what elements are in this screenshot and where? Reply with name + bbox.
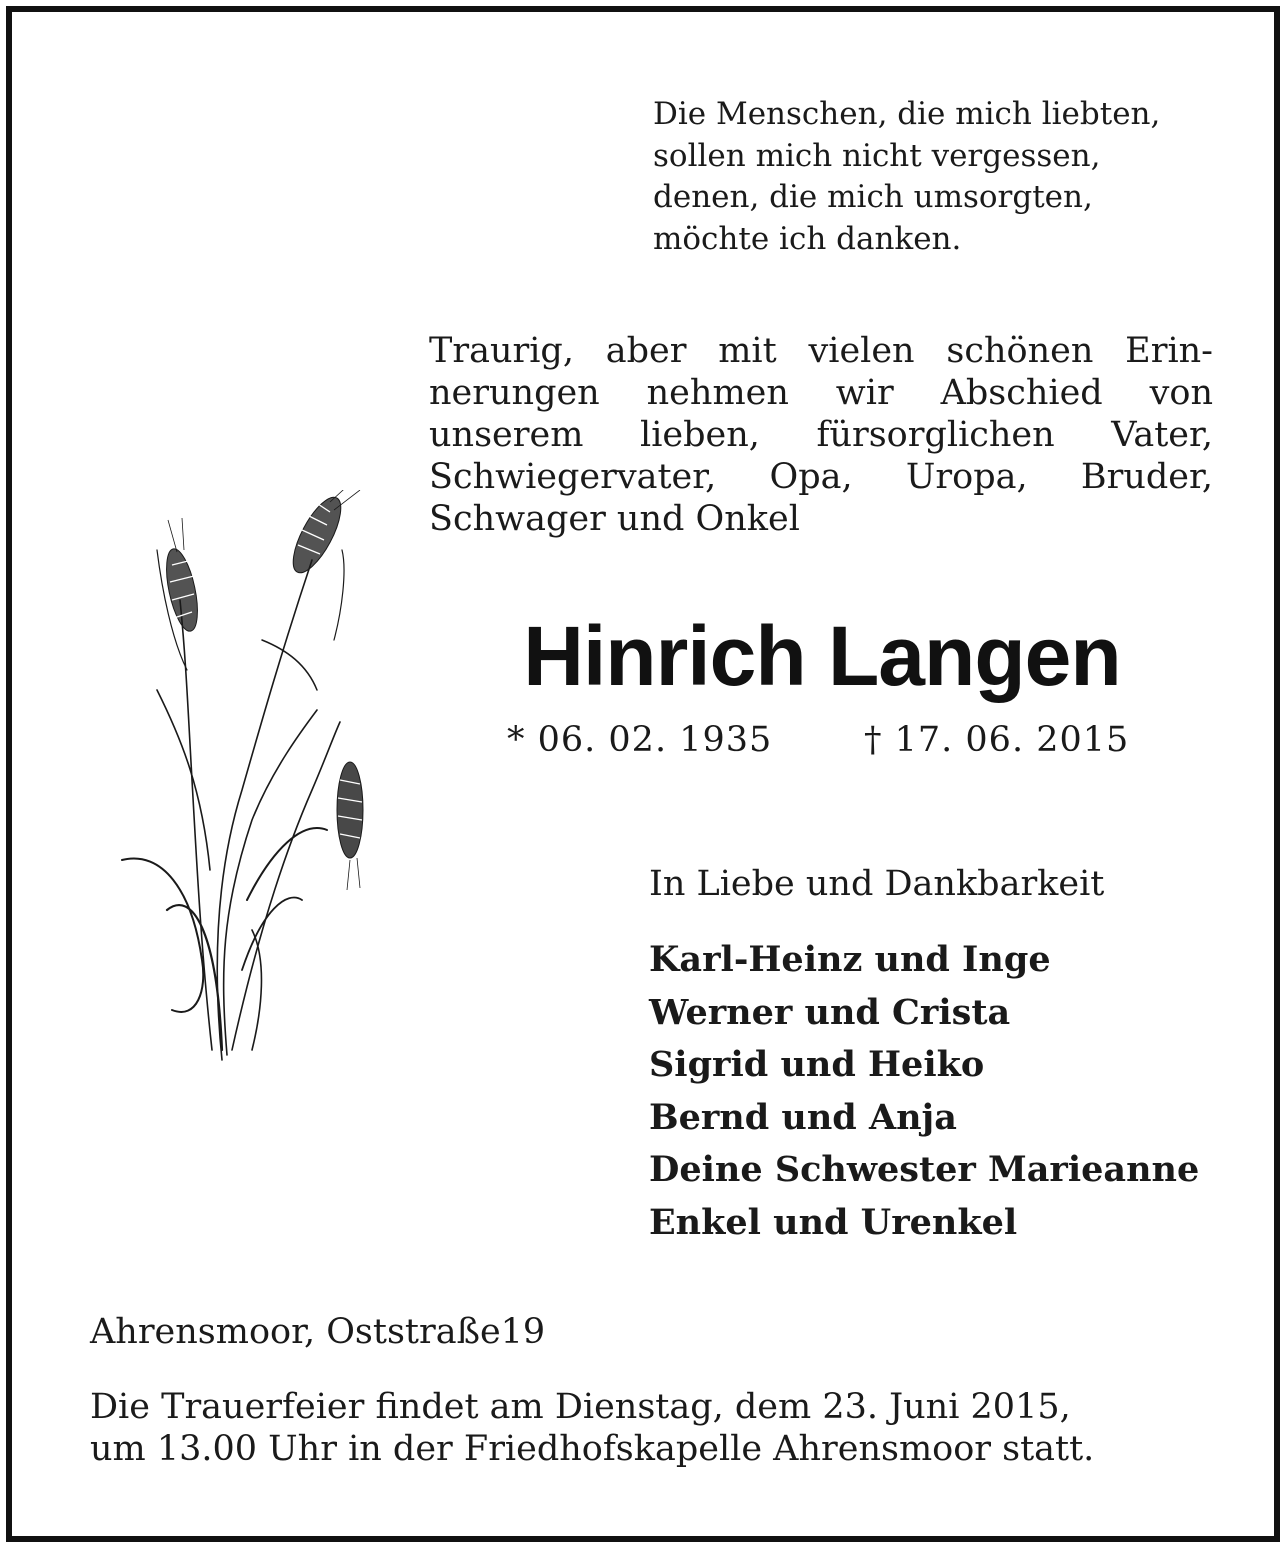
mourner-name: Deine Schwester Marieanne [649, 1149, 1200, 1190]
mourner-name: Enkel und Urenkel [649, 1201, 1018, 1243]
poem-line: möchte ich danken. [653, 220, 962, 257]
birth-date: * 06. 02. 1935 [507, 720, 773, 760]
announcement-line: Schwager und Onkel [429, 499, 800, 539]
poem-line: sollen mich nicht vergessen, [653, 137, 1101, 174]
poem-line: Die Menschen, die mich liebten, [653, 96, 1161, 132]
announcement-line: Schwiegervater, Opa, Uropa, Bruder, [429, 457, 1213, 497]
family-address: Ahrensmoor, Oststraße19 [90, 1312, 546, 1352]
wheat-ears-icon [102, 490, 382, 1080]
funeral-details [90, 1386, 1210, 1470]
mourner-name: Bernd und Anja [649, 1096, 957, 1138]
obituary-notice [6, 6, 1280, 1542]
memorial-poem [653, 94, 1253, 260]
announcement-line: unserem lieben, fürsorglichen Vater, [429, 415, 1213, 455]
funeral-line: Die Trauerfeier findet am Dienstag, dem 23. Juni 2015, [90, 1387, 1071, 1427]
deceased-name: Hinrich Langen [523, 609, 1121, 703]
mourner-name: Werner und Crista [649, 991, 1011, 1033]
announcement-text [429, 330, 1213, 540]
greeting-text: In Liebe und Dankbarkeit [649, 864, 1105, 904]
mourner-name: Sigrid und Heiko [649, 1044, 985, 1085]
announcement-line: Traurig, aber mit vielen schönen Erin- [429, 331, 1213, 371]
poem-line: denen, die mich umsorgten, [653, 179, 1093, 215]
mourners-list [649, 934, 1199, 1249]
funeral-line: um 13.00 Uhr in der Friedhofskapelle Ahrensmoor statt. [90, 1429, 1095, 1469]
death-date: † 17. 06. 2015 [864, 720, 1130, 760]
mourner-name: Karl-Heinz und Inge [649, 939, 1051, 980]
announcement-line: nerungen nehmen wir Abschied von [429, 373, 1213, 413]
